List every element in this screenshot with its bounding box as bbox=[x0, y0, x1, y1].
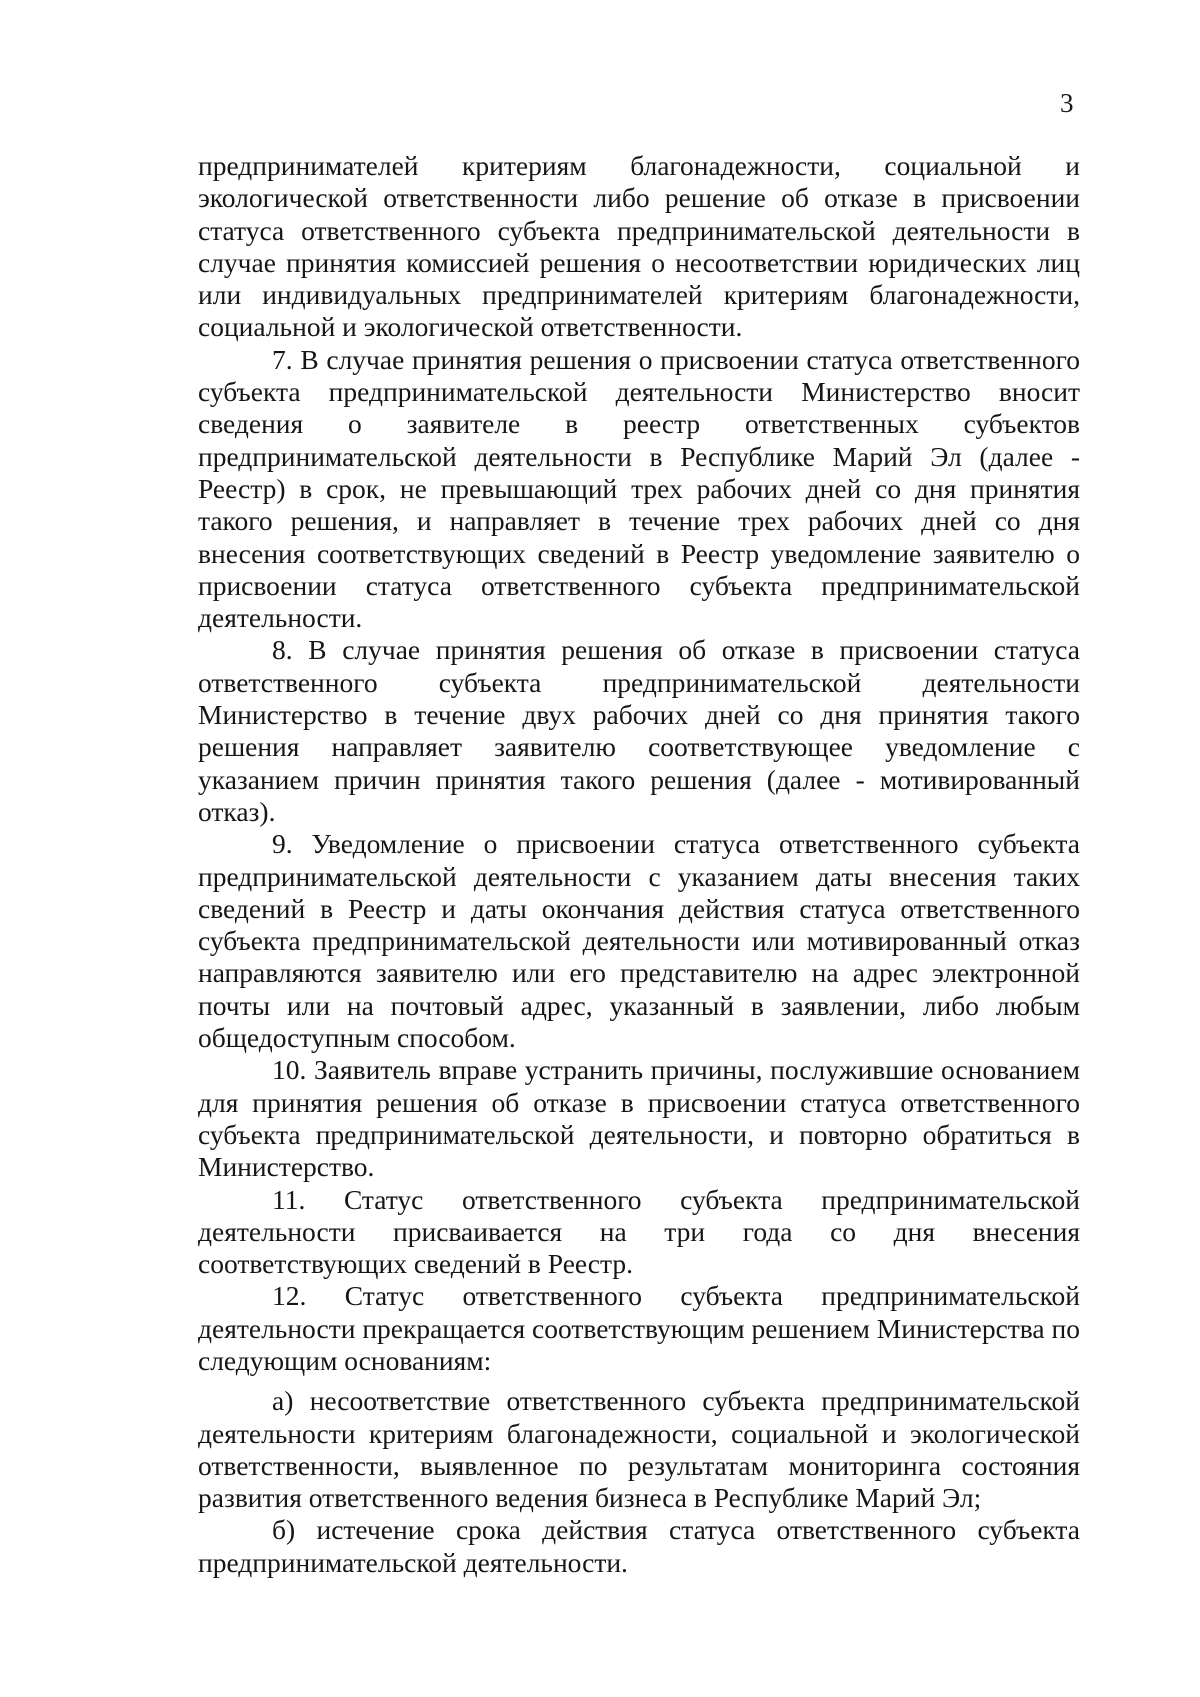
paragraph-item-10: 10. Заявитель вправе устранить причины, послужившие основанием для принятия решения об отказе в присвоении статуса ответственного субъекта предпринимательской деятельности, и повторно обратиться в Министерство. bbox=[198, 1054, 1080, 1183]
paragraph-item-12-b: б) истечение срока действия статуса ответственного субъекта предпринимательской деятельности. bbox=[198, 1514, 1080, 1578]
paragraph-item-8: 8. В случае принятия решения об отказе в присвоении статуса ответственного субъекта предпринимательской деятельности Министерство в течение двух рабочих дней со дня принятия такого решения направляет заявителю соответствующее уведомление с указанием причин принятия такого решения (далее - мотивированный отказ). bbox=[198, 634, 1080, 827]
page-number: 3 bbox=[1060, 88, 1074, 118]
document-body bbox=[198, 150, 1080, 1579]
paragraph-continuation: предпринимателей критериям благонадежности, социальной и экологической ответственности либо решение об отказе в присвоении статуса ответственного субъекта предпринимательской деятельности в случае принятия комиссией решения о несоответствии юридических лиц или индивидуальных предпринимателей критериям благонадежности, социальной и экологической ответственности. bbox=[198, 150, 1080, 343]
paragraph-item-7: 7. В случае принятия решения о присвоении статуса ответственного субъекта предпринимательской деятельности Министерство вносит сведения о заявителе в реестр ответственных субъектов предпринимательской деятельности в Республике Марий Эл (далее - Реестр) в срок, не превышающий трех рабочих дней со дня принятия такого решения, и направляет в течение трех рабочих дней со дня внесения соответствующих сведений в Реестр уведомление заявителю о присвоении статуса ответственного субъекта предпринимательской деятельности. bbox=[198, 343, 1080, 634]
paragraph-item-12-a: а) несоответствие ответственного субъекта предпринимательской деятельности критериям благонадежности, социальной и экологической ответственности, выявленное по результатам мониторинга состояния развития ответственного ведения бизнеса в Республике Марий Эл; bbox=[198, 1385, 1080, 1514]
paragraph-item-11: 11. Статус ответственного субъекта предпринимательской деятельности присваивается на три года со дня внесения соответствующих сведений в Реестр. bbox=[198, 1183, 1080, 1280]
paragraph-item-12: 12. Статус ответственного субъекта предпринимательской деятельности прекращается соответствующим решением Министерства по следующим основаниям: bbox=[198, 1280, 1080, 1376]
paragraph-item-9: 9. Уведомление о присвоении статуса ответственного субъекта предпринимательской деятельности с указанием даты внесения таких сведений в Реестр и даты окончания действия статуса ответственного субъекта предпринимательской деятельности или мотивированный отказ направляются заявителю или его представителю на адрес электронной почты или на почтовый адрес, указанный в заявлении, либо любым общедоступным способом. bbox=[198, 828, 1080, 1054]
